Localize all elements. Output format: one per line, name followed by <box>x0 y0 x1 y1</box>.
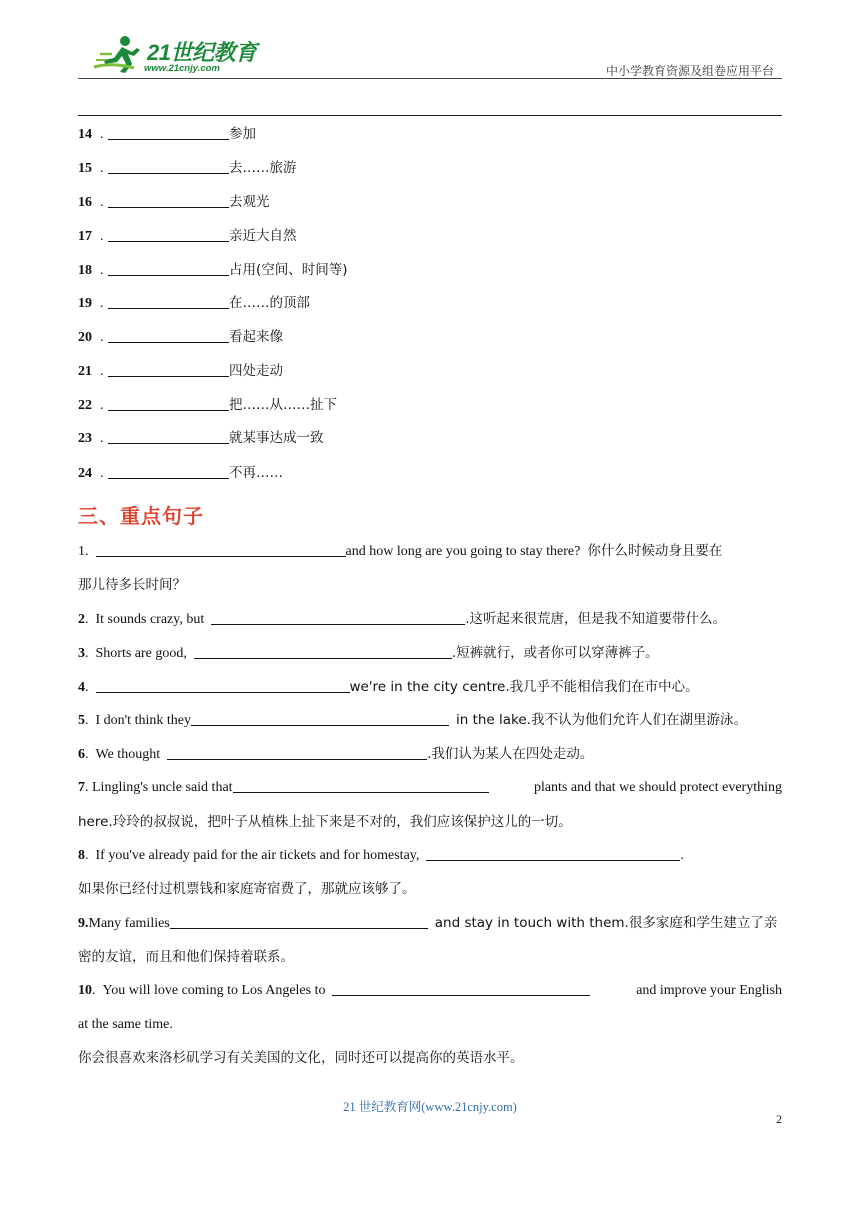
vocab-row: 22 . 把……从……扯下 <box>78 395 337 415</box>
runner-logo-icon <box>92 34 146 74</box>
answer-blank[interactable] <box>170 914 428 929</box>
sentence-text: We thought <box>95 747 161 762</box>
vocab-row: 20 . 看起来像 <box>78 327 283 347</box>
sentence-number: 6 <box>78 747 85 762</box>
sentence-text: It sounds crazy, but <box>95 612 205 627</box>
sentence-text: we're in the city centre.我几乎不能相信我们在市中心。 <box>349 679 699 695</box>
sentence-10-cont <box>78 1015 784 1035</box>
answer-blank[interactable] <box>108 396 229 411</box>
vocab-row: 14 . 参加 <box>78 124 256 144</box>
sentence-translation: 如果你已经付过机票钱和家庭寄宿费了，那就应该够了。 <box>78 881 416 897</box>
sentence-text: If you've already paid for the air tickets and for homestay, <box>95 848 420 863</box>
sentence-text: at the same time. <box>78 1017 173 1032</box>
vocab-meaning: 把……从……扯下 <box>229 397 337 413</box>
vocab-row: 15 . 去……旅游 <box>78 158 297 178</box>
answer-blank[interactable] <box>96 542 346 557</box>
sentence-number: 8 <box>78 848 85 863</box>
answer-blank[interactable] <box>108 261 229 276</box>
logo-url: www.21cnjy.com <box>144 63 220 74</box>
page-number: 2 <box>776 1112 782 1126</box>
header-tagline: 中小学教育资源及组卷应用平台 <box>605 64 774 78</box>
sentence-number: 10 <box>78 983 92 998</box>
vocab-meaning: 不再…… <box>229 465 283 481</box>
answer-blank[interactable] <box>108 294 229 309</box>
sentence-translation: 密的友谊，而且和他们保持着联系。 <box>78 949 294 965</box>
answer-blank[interactable] <box>211 610 465 625</box>
sentence-8-cont <box>78 879 784 900</box>
answer-blank[interactable] <box>108 464 229 479</box>
vocab-meaning: 占用(空间、时间等) <box>229 262 348 278</box>
vocab-row: 16 . 去观光 <box>78 192 270 212</box>
vocab-meaning: 去观光 <box>229 194 270 210</box>
header-divider-thin <box>78 78 782 79</box>
answer-blank[interactable] <box>108 227 229 242</box>
vocab-number: 21 <box>78 364 92 379</box>
sentence-5: 5. I don't think they in the lake.我不认为他们允许人们在湖里游泳。 <box>78 712 747 728</box>
vocab-meaning: 参加 <box>229 126 256 142</box>
sentence-translation: 你什么时候动身且要在 <box>587 543 723 559</box>
sentence-9 <box>78 913 784 934</box>
sentence-10-translation <box>78 1048 784 1069</box>
sentence-text: .我们认为某人在四处走动。 <box>427 746 594 762</box>
sentence-7: 7. Lingling's uncle said that plants and that we should protect everything <box>78 778 784 798</box>
sentence-text: in the lake.我不认为他们允许人们在湖里游泳。 <box>455 712 747 728</box>
sentence-text: . <box>680 848 684 863</box>
vocab-number: 14 <box>78 127 92 142</box>
sentence-text: .这听起来很荒唐，但是我不知道要带什么。 <box>465 611 727 627</box>
sentence-text: and stay in touch with them.很多家庭和学生建立了亲 <box>434 915 778 931</box>
sentence-7-cont <box>78 812 784 833</box>
sentence-translation: 你会很喜欢来洛杉矶学习有关美国的文化，同时还可以提高你的英语水平。 <box>78 1050 524 1066</box>
vocab-number: 19 <box>78 296 92 311</box>
sentence-1 <box>78 541 784 562</box>
vocab-row: 23 . 就某事达成一致 <box>78 428 324 448</box>
answer-blank[interactable] <box>108 328 229 343</box>
vocab-meaning: 亲近大自然 <box>229 228 297 244</box>
answer-blank[interactable] <box>108 159 229 174</box>
answer-blank[interactable] <box>332 981 590 996</box>
answer-blank[interactable] <box>108 429 229 444</box>
vocab-row: 17 . 亲近大自然 <box>78 226 297 246</box>
sentence-translation: 那儿待多长时间？ <box>78 577 186 593</box>
sentence-translation: here.玲玲的叔叔说，把叶子从植株上扯下来是不对的，我们应该保护这儿的一切。 <box>78 814 572 830</box>
vocab-meaning: 看起来像 <box>229 329 283 345</box>
vocab-meaning: 去……旅游 <box>229 160 297 176</box>
sentence-text: and how long are you going to stay there? <box>345 544 581 559</box>
sentence-9-cont <box>78 947 784 968</box>
answer-blank[interactable] <box>194 644 452 659</box>
answer-blank[interactable] <box>96 678 350 693</box>
footer-site-link[interactable]: 21 世纪教育网(www.21cnjy.com) <box>343 1100 517 1114</box>
sentence-number: 1. <box>78 544 89 559</box>
vocab-number: 23 <box>78 431 92 446</box>
vocab-meaning: 在……的顶部 <box>229 295 310 311</box>
logo-text: 21世纪教育 <box>147 40 257 65</box>
sentence-number: 2 <box>78 612 85 627</box>
vocab-number: 24 <box>78 466 92 481</box>
site-logo <box>92 34 262 76</box>
sentence-2: 2. It sounds crazy, but .这听起来很荒唐，但是我不知道要带什么。 <box>78 611 727 627</box>
sentence-text: .短裤就行，或者你可以穿薄裤子。 <box>451 645 659 661</box>
vocab-meaning: 就某事达成一致 <box>229 430 324 446</box>
answer-blank[interactable] <box>191 711 449 726</box>
section-title: 三、重点句子 <box>78 504 204 528</box>
sentence-text: I don't think they <box>95 713 191 728</box>
sentence-text: and improve your English <box>636 983 782 998</box>
answer-blank[interactable] <box>108 362 229 377</box>
sentence-number: 3 <box>78 646 85 661</box>
answer-blank[interactable] <box>426 846 680 861</box>
sentence-text: plants and that we should protect everything <box>533 780 782 795</box>
vocab-row: 18 . 占用(空间、时间等) <box>78 260 348 280</box>
sentence-text: Shorts are good, <box>95 646 187 661</box>
vocab-number: 20 <box>78 330 92 345</box>
vocab-row: 19 . 在……的顶部 <box>78 293 310 313</box>
vocab-number: 18 <box>78 263 92 278</box>
vocab-number: 15 <box>78 161 92 176</box>
vocab-row: 21 . 四处走动 <box>78 361 283 381</box>
sentence-number: 7 <box>78 780 85 795</box>
vocab-row: 24 . 不再…… <box>78 463 283 483</box>
answer-blank[interactable] <box>108 193 229 208</box>
vocab-number: 16 <box>78 195 92 210</box>
answer-blank[interactable] <box>108 125 229 140</box>
sentence-3: 3. Shorts are good, .短裤就行，或者你可以穿薄裤子。 <box>78 645 659 661</box>
header-divider <box>78 115 782 116</box>
sentence-6: 6. We thought .我们认为某人在四处走动。 <box>78 746 594 762</box>
sentence-text: Lingling's uncle said that <box>92 780 233 795</box>
sentence-8: 8. If you've already paid for the air tickets and for homestay, . <box>78 848 684 863</box>
answer-blank[interactable] <box>233 778 489 793</box>
sentence-number: 9. <box>78 916 89 931</box>
sentence-text: Many families <box>88 916 170 931</box>
sentence-4: 4. we're in the city centre.我几乎不能相信我们在市中心。 <box>78 679 699 695</box>
sentence-number: 4 <box>78 680 85 695</box>
vocab-number: 17 <box>78 229 92 244</box>
vocab-meaning: 四处走动 <box>229 363 283 379</box>
sentence-10: 10. You will love coming to Los Angeles to and improve your English <box>78 981 784 1001</box>
sentence-1-cont <box>78 575 784 596</box>
answer-blank[interactable] <box>167 745 427 760</box>
sentence-number: 5 <box>78 713 85 728</box>
sentence-text: You will love coming to Los Angeles to <box>102 983 326 998</box>
vocab-number: 22 <box>78 398 92 413</box>
